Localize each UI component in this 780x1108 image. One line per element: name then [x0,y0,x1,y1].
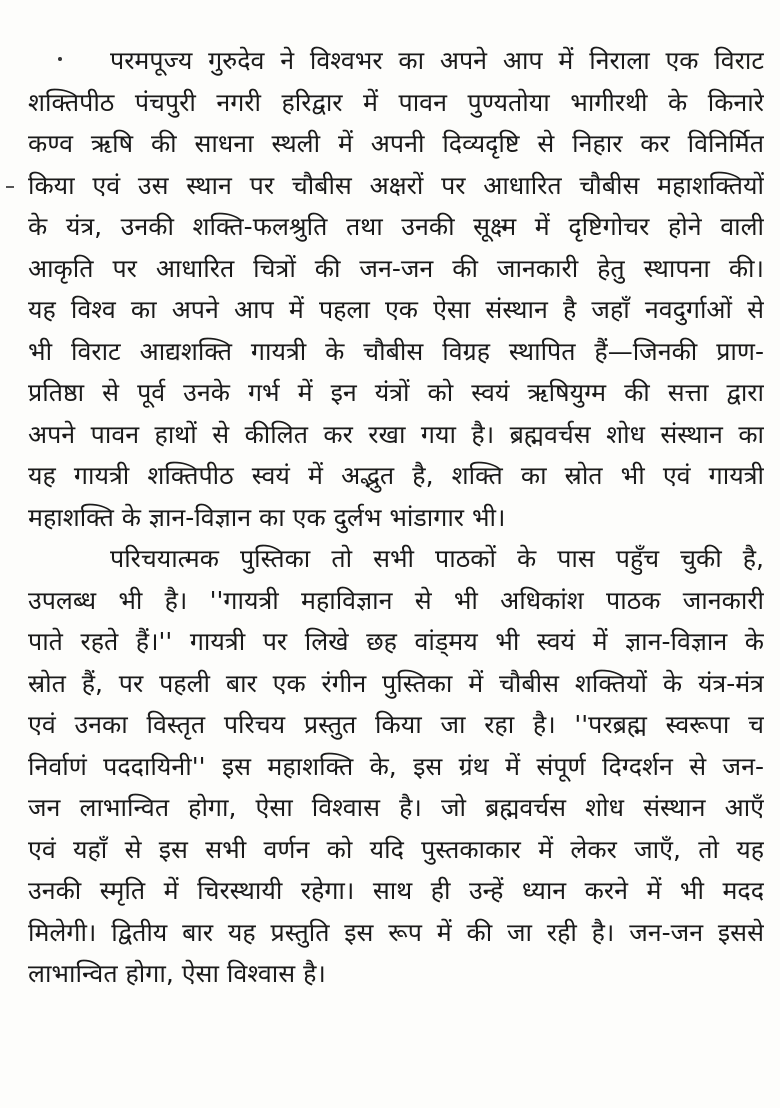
paragraph-1-line-1: परमपूज्य गुरुदेव ने विश्वभर का अपने आप में निराला एक विराट [110,46,764,75]
text-body [28,40,764,995]
paragraph-1-line-12: महाशक्ति के ज्ञान-विज्ञान का एक दुर्लभ भांडागार भी। [28,502,506,532]
paragraph-1-line-5: के यंत्र, उनकी शक्ति-फलश्रुति तथा उनकी सूक्ष्म में दृष्टिगोचर होने वाली [28,212,764,241]
paragraph-2-line-4: स्रोत हैं, पर पहली बार एक रंगीन पुस्तिका में चौबीस शक्तियों के यंत्र-मंत्र [28,668,764,698]
paragraph-1-line-11: यह गायत्री शक्तिपीठ स्वयं में अद्भुत है, शक्ति का स्रोत भी एवं गायत्री [28,461,764,490]
paragraph-1-line-4: किया एवं उस स्थान पर चौबीस अक्षरों पर आधारित चौबीस महाशक्तियों [28,170,764,200]
paragraph-1-line-10: अपने पावन हाथों से कीलित कर रखा गया है। ब्रह्मवर्चस शोध संस्थान का [28,419,764,449]
paragraph-2-line-3: पाते रहते हैं।'' गायत्री पर लिखे छह वांड्मय भी स्वयं में ज्ञान-विज्ञान के [28,627,764,656]
paragraph-2-line-11: लाभान्वित होगा, ऐसा विश्वास है। [28,959,326,988]
paragraph-1-line-8: भी विराट आद्यशक्ति गायत्री के चौबीस विग्रह स्थापित हैं—जिनकी प्राण- [28,336,764,366]
paragraph-2-line-8: एवं यहाँ से इस सभी वर्णन को यदि पुस्तकाकार में लेकर जाएँ, तो यह [28,834,764,864]
paragraph-2-line-10: मिलेगी। द्वितीय बार यह प्रस्तुति इस रूप में की जा रही है। जन-जन इससे [28,917,764,947]
paragraph-2-line-6: निर्वाणं पददायिनी'' इस महाशक्ति के, इस ग्रंथ में संपूर्ण दिग्दर्शन से जन- [28,751,764,781]
paragraph-1-line-9: प्रतिष्ठा से पूर्व उनके गर्भ में इन यंत्रों को स्वयं ऋषियुग्म की सत्ता द्वारा [28,378,764,407]
paragraph-1-line-3: कण्व ऋषि की साधना स्थली में अपनी दिव्यदृष्टि से निहार कर विनिर्मित [28,129,764,158]
paragraph-2-line-2: उपलब्ध भी है। ''गायत्री महाविज्ञान से भी अधिकांश पाठक जानकारी [28,585,764,615]
paragraph-1-line-7: यह विश्व का अपने आप में पहला एक ऐसा संस्थान है जहाँ नवदुर्गाओं से [28,295,764,324]
paragraph-1-line-2: शक्तिपीठ पंचपुरी नगरी हरिद्वार में पावन पुण्यतोया भागीरथी के किनारे [28,87,764,117]
margin-mark [6,186,14,188]
paragraph-2-line-1: परिचयात्मक पुस्तिका तो सभी पाठकों के पास पहुँच चुकी है, [110,544,764,573]
paragraph-2-line-7: जन लाभान्वित होगा, ऐसा विश्वास है। जो ब्रह्मवर्चस शोध संस्थान आएँ [28,793,764,822]
paragraph-2-line-9: उनकी स्मृति में चिरस्थायी रहेगा। साथ ही उन्हें ध्यान करने में भी मदद [28,876,764,905]
paragraph-2-line-5: एवं उनका विस्तृत परिचय प्रस्तुत किया जा रहा है। ''परब्रह्म स्वरूपा च [28,710,764,739]
paragraph-1-line-6: आकृति पर आधारित चित्रों की जन-जन की जानकारी हेतु स्थापना की। [28,253,764,283]
